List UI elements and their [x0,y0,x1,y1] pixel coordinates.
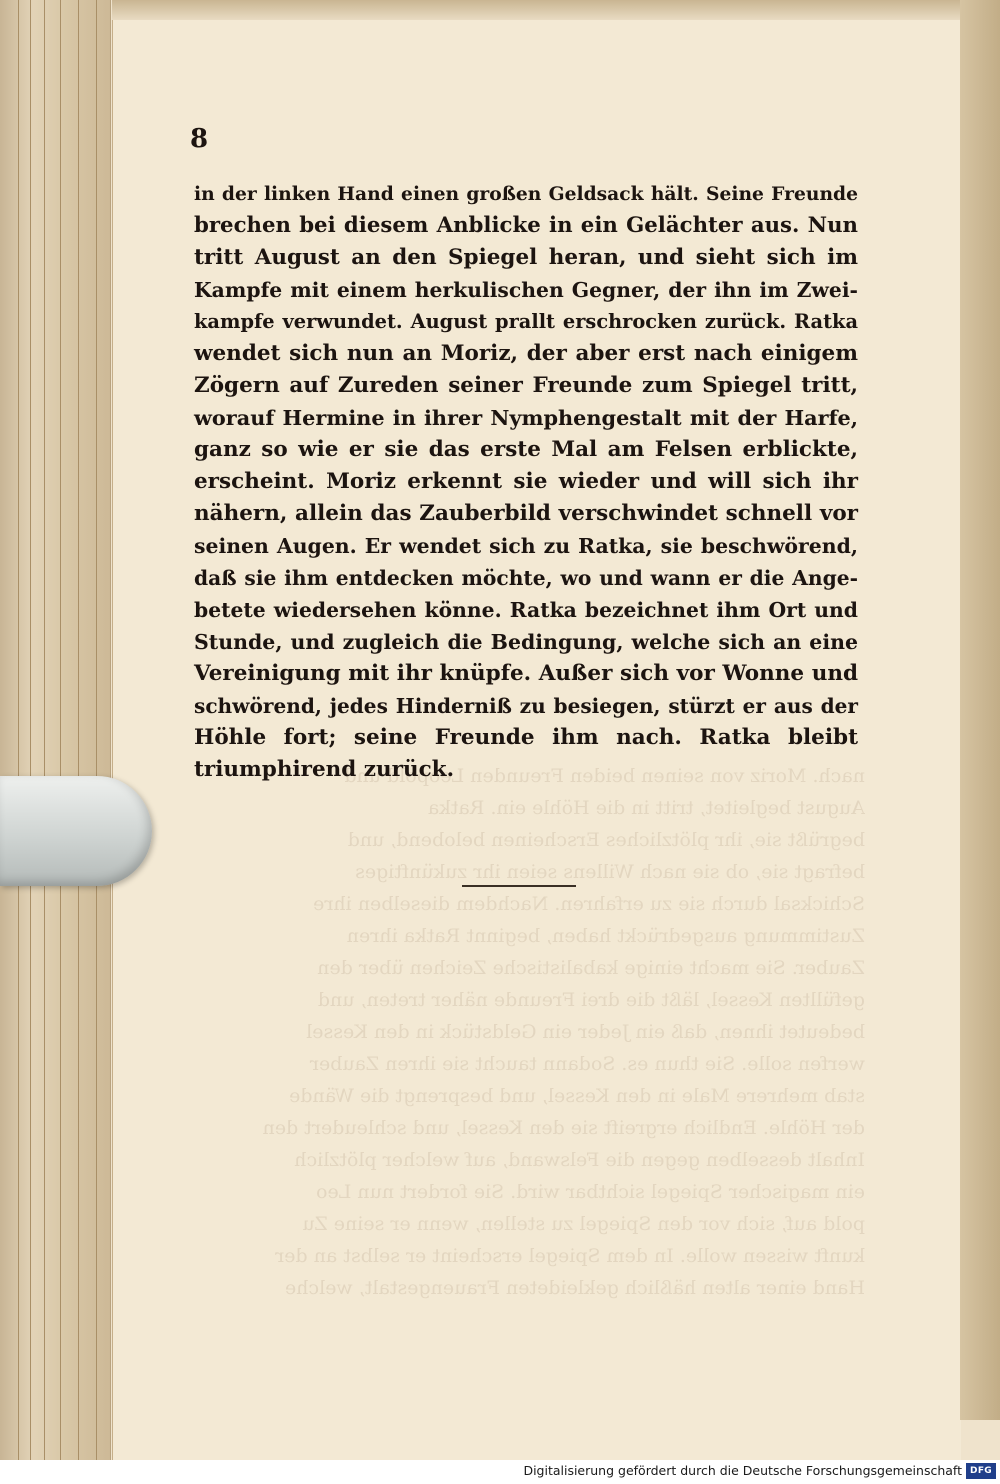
text-line: ganz so wie er sie das erste Mal am Felsen erblickte, [194,437,858,462]
paper-clip [0,776,152,886]
body-text [194,178,858,786]
text-line: worauf Hermine in ihrer Nymphengestalt mit der Harfe, [194,405,858,430]
right-page-edge [960,0,1000,1420]
footer-bar [0,1460,1000,1484]
bleed-through-text: nach. Moriz von seinen beiden Freunden Leopold und August begleitet, tritt in die Höhle ein. Ratka begrüßt sie, ihr plötzliches Erscheinen belobend, und befragt sie, ob sie nach Willens seien ihr zukünftiges Schicksal durch sie zu erfahren. Nachdem dieselben ihre Zustimmung ausgedrückt haben, beginnt Ratka ihren Zauber. Sie macht einige kabalistische Zeichen über den gefüllten Kessel, läßt die drei Freunde näher treten, und bedeutet ihnen, daß ein Jeder ein Geldstück in den Kessel werfen solle. Sie thun es. Sodann taucht sie ihren Zauber stab mehrere Male in den Kessel, und besprengt die Wände der Höhle. Endlich ergreift sie den Kessel, und schleudert den Inhalt desselben gegen die Felswand, auf welcher plötzlich ein magischer Spiegel sichtbar wird. Sie fordert nun Leo pold auf, sich vor den Spiegel zu stellen, wenn er seine Zu kunft wissen wolle. In dem Spiegel erscheint er selbst an der Hand einer alten häßlich gekleideten Frauengestalt, welche [262,765,865,1299]
section-divider-rule [462,885,576,887]
text-line: Vereinigung mit ihr knüpfe. Außer sich vor Wonne und [194,661,858,686]
text-line: Kampfe mit einem herkulischen Gegner, der ihn im Zwei- [194,278,858,302]
text-line: tritt August an den Spiegel heran, und sieht sich im [194,245,858,270]
text-line: wendet sich nun an Moriz, der aber erst nach einigem [194,341,858,366]
text-line: nähern, allein das Zauberbild verschwindet schnell vor [194,501,858,526]
page-number: 8 [190,124,209,154]
text-line: brechen bei diesem Anblicke in ein Gelächter aus. Nun [194,213,858,238]
text-line: schwörend, jedes Hinderniß zu besiegen, stürzt er aus der [194,694,858,718]
text-line: Stunde, und zugleich die Bedingung, welche sich an eine [194,630,858,654]
text-line: daß sie ihm entdecken möchte, wo und wann er die Ange- [194,566,858,590]
text-line: triumphirend zurück. [194,757,455,782]
text-line: kampfe verwundet. August prallt erschrocken zurück. Ratka [194,310,858,333]
funding-credit: Digitalisierung gefördert durch die Deutsche Forschungsgemeinschaft [523,1463,962,1478]
page-stack-edges [0,0,111,1460]
dfg-logo: DFG [966,1463,996,1479]
text-line: in der linken Hand einen großen Geldsack hält. Seine Freunde [194,183,858,205]
text-line: erscheint. Moriz erkennt sie wieder und will sich ihr [194,469,858,494]
text-line: Zögern auf Zureden seiner Freunde zum Spiegel tritt, [194,373,858,398]
text-line: Höhle fort; seine Freunde ihm nach. Ratka bleibt [194,725,858,750]
text-line: betete wiedersehen könne. Ratka bezeichnet ihm Ort und [194,598,858,622]
text-line: seinen Augen. Er wendet sich zu Ratka, sie beschwörend, [194,534,858,558]
